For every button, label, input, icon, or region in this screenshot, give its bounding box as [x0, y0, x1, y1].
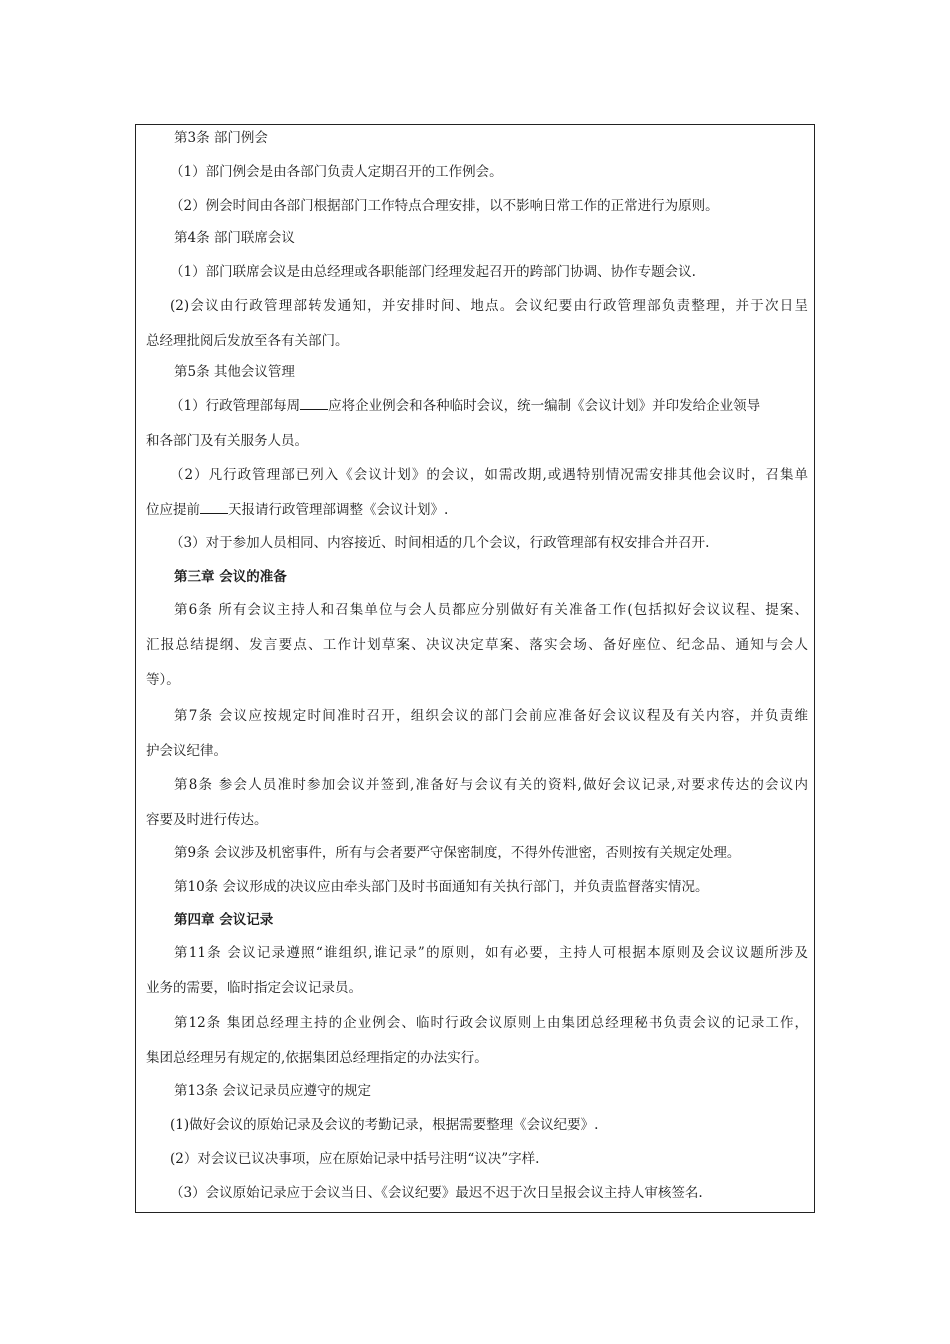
article-5-item-2-text-a: 位应提前 — [146, 502, 200, 518]
article-3-heading: 第3条 部门例会 — [174, 130, 268, 146]
article-4-item-2-line-1: (2)会议由行政管理部转发通知，并安排时间、地点。会议纪要由行政管理部负责整理，并于次日呈 — [170, 298, 808, 314]
article-6-line-3: 等）。 — [146, 672, 180, 688]
article-13-item-2: (2）对会议已议决事项，应在原始记录中括号注明“议决”字样. — [170, 1151, 540, 1167]
fill-in-blank — [300, 397, 328, 410]
article-12-line-2: 集团总经理另有规定的,依据集团总经理指定的办法实行。 — [146, 1050, 488, 1066]
article-11-line-2: 业务的需要，临时指定会议记录员。 — [146, 980, 362, 996]
article-5-item-1-line-2: 和各部门及有关服务人员。 — [146, 433, 308, 449]
chapter-3-heading: 第三章 会议的准备 — [174, 569, 287, 585]
article-4-item-1: （1）部门联席会议是由总经理或各职能部门经理发起召开的跨部门协调、协作专题会议. — [170, 264, 696, 280]
document-frame — [135, 124, 815, 1213]
article-5-item-1-text-a: （1）行政管理部每周 — [170, 398, 301, 414]
chapter-4-heading: 第四章 会议记录 — [174, 912, 274, 928]
article-13-item-1: (1)做好会议的原始记录及会议的考勤记录，根据需要整理《会议纪要》. — [170, 1117, 599, 1133]
article-10: 第10条 会议形成的决议应由牵头部门及时书面通知有关执行部门，并负责监督落实情况。 — [174, 879, 709, 895]
article-3-item-1: （1）部门例会是由各部门负责人定期召开的工作例会。 — [170, 164, 503, 180]
article-5-item-1-text-b: 应将企业例会和各种临时会议，统一编制《会议计划》并印发给企业领导 — [328, 398, 761, 414]
article-3-item-2: （2）例会时间由各部门根据部门工作特点合理安排，以不影响日常工作的正常进行为原则。 — [170, 198, 719, 214]
article-5-item-2-line-2 — [146, 501, 808, 519]
article-8-line-2: 容要及时进行传达。 — [146, 812, 268, 828]
article-13-heading: 第13条 会议记录员应遵守的规定 — [174, 1083, 371, 1099]
article-5-item-2-text-b: 天报请行政管理部调整《会议计划》. — [228, 502, 449, 518]
article-13-item-3: （3）会议原始记录应于会议当日、《会议纪要》最迟不迟于次日呈报会议主持人审核签名. — [170, 1185, 703, 1201]
article-7-line-1: 第7条 会议应按规定时间准时召开，组织会议的部门会前应准备好会议议程及有关内容，并负责维 — [174, 708, 808, 724]
article-5-item-3: （3）对于参加人员相同、内容接近、时间相适的几个会议，行政管理部有权安排合并召开. — [170, 535, 710, 551]
article-8-line-1: 第8条 参会人员准时参加会议并签到,准备好与会议有关的资料,做好会议记录,对要求传达的会议内 — [174, 777, 808, 793]
article-6-line-1: 第6条 所有会议主持人和召集单位与会人员都应分别做好有关准备工作(包括拟好会议议程、提案、 — [174, 602, 808, 618]
article-4-item-2-line-2: 总经理批阅后发放至各有关部门。 — [146, 333, 349, 349]
article-6-line-2: 汇报总结提纲、发言要点、工作计划草案、决议决定草案、落实会场、备好座位、纪念品、通知与会人 — [146, 637, 808, 653]
article-11-line-1: 第11条 会议记录遵照“谁组织,谁记录”的原则，如有必要，主持人可根据本原则及会议议题所涉及 — [174, 945, 808, 961]
article-4-heading: 第4条 部门联席会议 — [174, 230, 295, 246]
article-5-item-2-line-1: （2）凡行政管理部已列入《会议计划》的会议，如需改期,或遇特别情况需安排其他会议时，召集单 — [170, 467, 808, 483]
article-7-line-2: 护会议纪律。 — [146, 743, 227, 759]
article-12-line-1: 第12条 集团总经理主持的企业例会、临时行政会议原则上由集团总经理秘书负责会议的记录工作， — [174, 1015, 808, 1031]
article-9: 第9条 会议涉及机密事件，所有与会者要严守保密制度，不得外传泄密，否则按有关规定处理。 — [174, 845, 741, 861]
article-5-item-1-line-1 — [146, 397, 808, 415]
article-5-heading: 第5条 其他会议管理 — [174, 364, 295, 380]
fill-in-blank — [200, 501, 228, 514]
